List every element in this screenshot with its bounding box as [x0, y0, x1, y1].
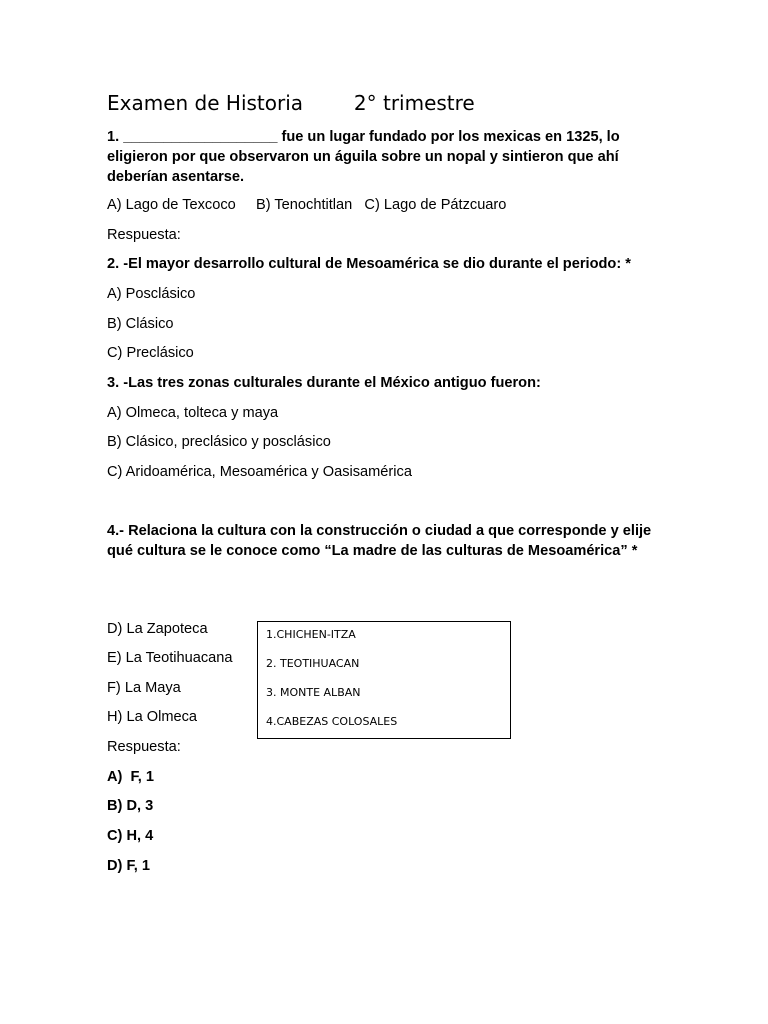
question-4-answer-label: Respuesta:: [107, 739, 181, 755]
culture-item: E) La Teotihuacana: [107, 650, 233, 666]
question-2-option-c: C) Preclásico: [107, 345, 194, 361]
question-1-stem: 1. ___________________ fue un lugar fundado por los mexicas en 1325, lo eligieron por que observaron un águila sobre un nopal y sintieron que ahí deberían asentarse.: [107, 129, 620, 185]
answer-option: D) F, 1: [107, 858, 150, 874]
culture-item: F) La Maya: [107, 680, 181, 696]
question-2-stem: 2. -El mayor desarrollo cultural de Mesoamérica se dio durante el periodo: *: [107, 256, 631, 272]
culture-item: H) La Olmeca: [107, 709, 198, 725]
question-3-option-c: C) Aridoamérica, Mesoamérica y Oasisamérica: [107, 464, 412, 480]
place-item: 1.CHICHEN-ITZA: [266, 628, 356, 641]
answer-option: B) D, 3: [107, 798, 154, 814]
place-item: 3. MONTE ALBAN: [266, 686, 361, 699]
answer-option: A) F, 1: [107, 769, 155, 785]
question-1-answer-label: Respuesta:: [107, 227, 181, 243]
answer-option: C) H, 4: [107, 828, 154, 844]
question-2-option-b: B) Clásico: [107, 316, 174, 332]
places-box: [257, 621, 511, 739]
question-4-stem: 4.- Relaciona la cultura con la construcción o ciudad a que corresponde y elije qué cultura se le conoce como “La madre de las culturas de Mesoamérica” *: [107, 523, 652, 559]
question-3-stem: 3. -Las tres zonas culturales durante el México antiguo fueron:: [107, 375, 541, 391]
place-item: 4.CABEZAS COLOSALES: [266, 715, 398, 728]
question-3-option-a: A) Olmeca, tolteca y maya: [107, 405, 279, 421]
place-item: 2. TEOTIHUACAN: [266, 657, 360, 670]
culture-item: D) La Zapoteca: [107, 621, 208, 637]
question-2-option-a: A) Posclásico: [107, 286, 196, 302]
question-1-options: A) Lago de Texcoco B) Tenochtitlan C) Lago de Pátzcuaro: [107, 197, 507, 213]
exam-title: Examen de Historia 2° trimestre: [107, 91, 475, 115]
question-3-option-b: B) Clásico, preclásico y posclásico: [107, 434, 331, 450]
